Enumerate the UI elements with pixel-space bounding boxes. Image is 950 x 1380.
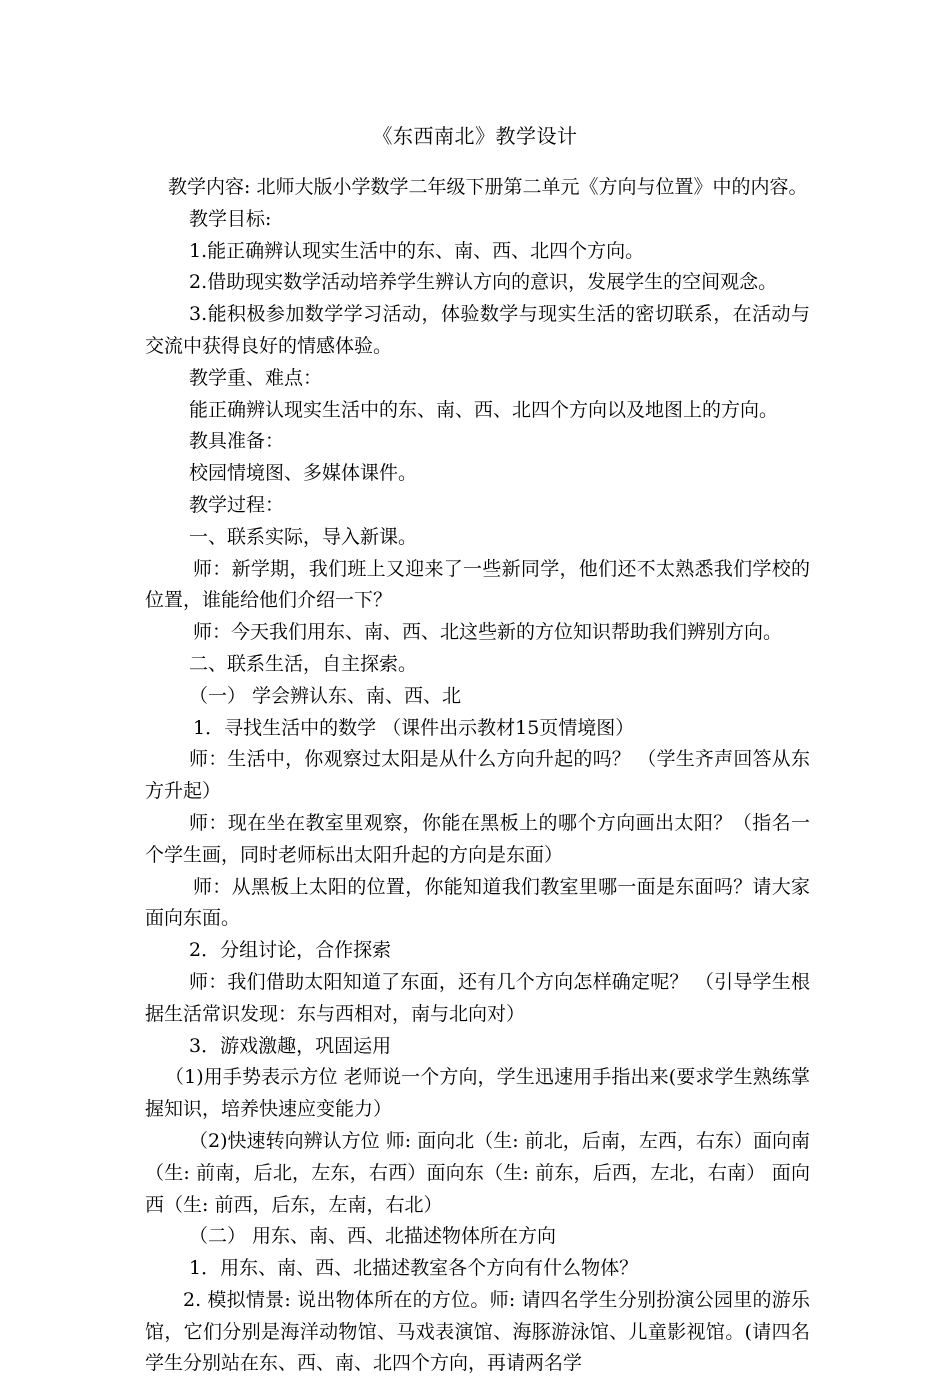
paragraph: 3．游戏激趣，巩固运用 — [189, 1034, 392, 1057]
paragraph: 教学过程： — [189, 493, 285, 516]
paragraph: （1)用手势表示方位 老师说一个方向，学生迅速用手指出来(要求学生熟练掌握知识，培养快速应变能力） — [145, 1066, 810, 1121]
paragraph: 师：今天我们用东、南、西、北这些新的方位知识帮助我们辨别方向。 — [193, 621, 783, 644]
paragraph: 二、联系生活，自主探索。 — [189, 652, 418, 675]
paragraph: 2. 模拟情景: 说出物体所在的方位。师: 请四名学生分别扮演公园里的游乐馆，它们分别是海洋动物馆、马戏表演馆、海豚游泳馆、儿童影视馆。(请四名学生分别站在东、西、南、北四个方向，再请两名学 — [145, 1288, 810, 1375]
paragraph: 教学重、难点： — [189, 366, 323, 389]
paragraph: 师：我们借助太阳知道了东面，还有几个方向怎样确定呢？ （引导学生根据生活常识发现：东与西相对，南与北向对） — [145, 970, 810, 1025]
paragraph: 师：现在坐在教室里观察，你能在黑板上的哪个方向画出太阳？（指名一个学生画，同时老师标出太阳升起的方向是东面） — [145, 811, 810, 866]
document-title: 《东西南北》教学设计 — [372, 124, 578, 148]
paragraph: 师：从黑板上太阳的位置，你能知道我们教室里哪一面是东面吗？请大家面向东面。 — [145, 875, 810, 930]
document-body — [145, 172, 810, 1380]
paragraph: 教学目标: — [189, 207, 272, 230]
paragraph: 3.能积极参加数学学习活动，体验数学与现实生活的密切联系，在活动与交流中获得良好的情感体验。 — [145, 303, 810, 357]
paragraph: 校园情境图、多媒体课件。 — [189, 462, 418, 485]
paragraph: （二） 用东、南、西、北描述物体所在方向 — [189, 1225, 557, 1248]
paragraph: 1.能正确辨认现实生活中的东、南、西、北四个方向。 — [189, 239, 645, 262]
paragraph: 能正确辨认现实生活中的东、南、西、北四个方向以及地图上的方向。 — [189, 398, 779, 421]
paragraph: 2.借助现实数学活动培养学生辨认方向的意识，发展学生的空间观念。 — [189, 271, 778, 294]
paragraph: 1．寻找生活中的数学 （课件出示教材15页情境图） — [193, 716, 635, 739]
paragraph: 教具准备： — [189, 430, 285, 453]
paragraph: 师：生活中，你观察过太阳是从什么方向升起的吗？ （学生齐声回答从东方升起） — [145, 748, 810, 803]
paragraph: 2．分组讨论，合作探索 — [189, 939, 392, 962]
paragraph: 一、联系实际，导入新课。 — [189, 525, 418, 548]
paragraph: 1．用东、南、西、北描述教室各个方向有什么物体？ — [189, 1257, 639, 1280]
paragraph: 师：新学期，我们班上又迎来了一些新同学，他们还不太熟悉我们学校的位置，谁能给他们介绍一下？ — [145, 557, 810, 612]
paragraph: （一） 学会辨认东、南、西、北 — [189, 684, 462, 707]
paragraph: 教学内容: 北师大版小学数学二年级下册第二单元《方向与位置》中的内容。 — [168, 176, 808, 198]
paragraph: （2)快速转向辨认方位 师: 面向北（生: 前北，后南，左西，右东）面向南（生: 前南，后北，左东，右西）面向东（生: 前东，后西，左北，右南） 面向西（生: 前西，后东，左南，右北） — [145, 1129, 810, 1216]
